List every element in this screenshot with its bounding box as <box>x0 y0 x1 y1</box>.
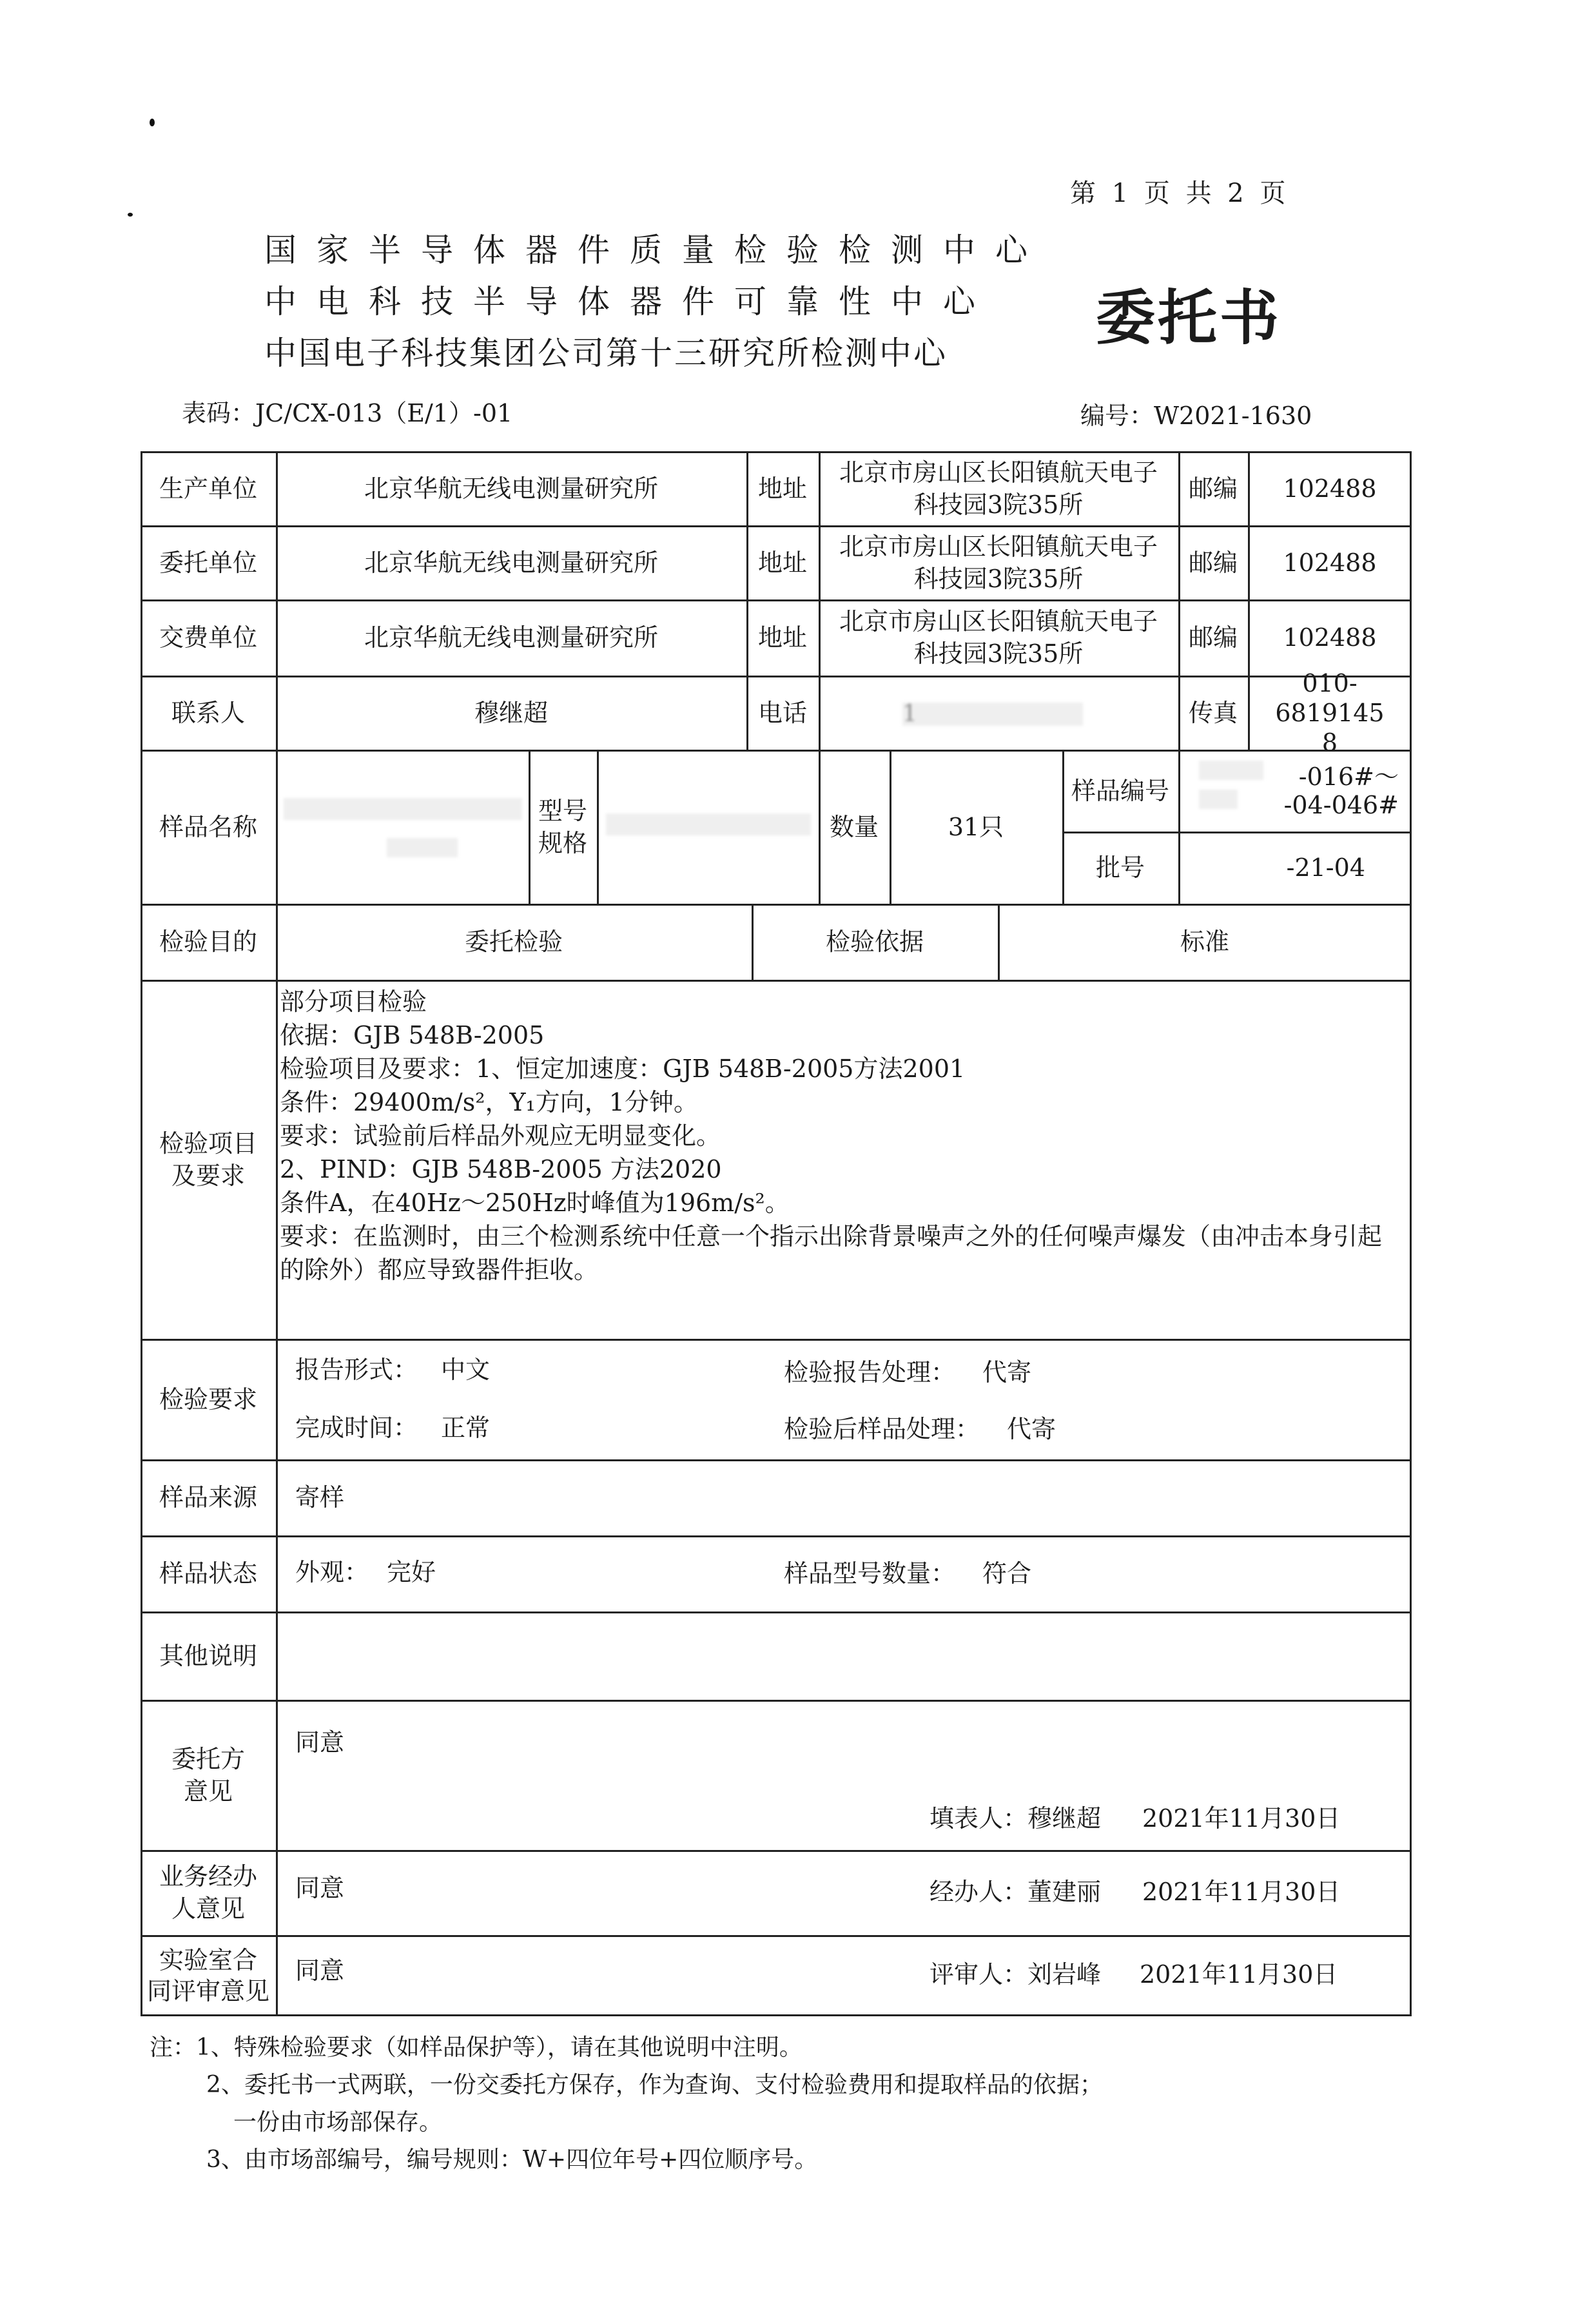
label-address: 地址 <box>757 474 807 503</box>
report-handle-value: 代寄 <box>982 1358 1032 1387</box>
appearance-value: 完好 <box>387 1558 436 1586</box>
label-other: 其他说明 <box>159 1641 257 1670</box>
inspection-items <box>280 985 1401 1287</box>
producer-address-line-1: 北京市房山区长阳镇航天电子 <box>839 458 1158 487</box>
form-code: 表码：JC/CX-013（E/1）-01 <box>182 399 513 427</box>
label-basis: 检验依据 <box>825 928 924 956</box>
label-address: 地址 <box>757 548 807 577</box>
sample-no-redacted <box>1199 790 1238 809</box>
label-review-opinion <box>141 1935 276 2016</box>
label-agent-opinion-line-2: 人意见 <box>171 1894 245 1923</box>
label-model-spec <box>529 750 597 904</box>
inspection-line: 要求：在监测时，由三个检测系统中任意一个指示出除背景噪声之外的任何噪声爆发（由冲击本身引起的除外）都应导致器件拒收。 <box>280 1222 1383 1284</box>
client-opinion-text: 同意 <box>295 1728 345 1757</box>
inspection-line: 条件：29400m/s²，Y₁方向，1分钟。 <box>280 1088 698 1116</box>
model-match-value: 符合 <box>982 1559 1032 1588</box>
client-opinion-signer: 填表人：穆继超 <box>929 1804 1102 1833</box>
note-line: 一份由市场部保存。 <box>233 2109 443 2136</box>
report-form-label: 报告形式： <box>295 1356 418 1384</box>
label-batch: 批号 <box>1095 853 1145 882</box>
batch-number: -21-04 <box>1286 853 1365 882</box>
label-quantity: 数量 <box>829 812 879 841</box>
label-agent-opinion <box>141 1850 276 1935</box>
label-fax: 传真 <box>1188 698 1238 727</box>
client-address-line-2: 科技园3院35所 <box>913 564 1084 593</box>
basis-value: 标准 <box>1180 928 1229 956</box>
contact-name: 穆继超 <box>474 698 548 727</box>
inspection-line: 依据：GJB 548B-2005 <box>280 1021 545 1049</box>
phone-redacted <box>902 703 1083 726</box>
label-items-line-1: 检验项目 <box>159 1129 257 1158</box>
label-address: 地址 <box>757 623 807 652</box>
label-postcode: 邮编 <box>1188 623 1238 652</box>
inspection-line: 部分项目检验 <box>280 988 427 1016</box>
payer-address-line-2: 科技园3院35所 <box>913 639 1084 668</box>
label-items-line-2: 及要求 <box>171 1161 245 1190</box>
org-line-1: 国家半导体器件质量检验检测中心 <box>264 231 1047 269</box>
org-line-2: 中电科技半导体器件可靠性中心 <box>264 283 995 320</box>
inspection-line: 检验项目及要求：1、恒定加速度：GJB 548B-2005方法2001 <box>280 1055 966 1083</box>
model-redacted <box>606 813 811 835</box>
label-client: 委托单位 <box>159 548 257 577</box>
payer-address-line-1: 北京市房山区长阳镇航天电子 <box>839 607 1158 636</box>
org-line-3: 中国电子科技集团公司第十三研究所检测中心 <box>264 335 948 372</box>
agent-opinion-text: 同意 <box>295 1874 345 1902</box>
label-postcode: 邮编 <box>1188 548 1238 577</box>
sample-handle-value: 代寄 <box>1007 1415 1056 1443</box>
sample-name-redacted <box>284 798 522 820</box>
label-client-opinion <box>141 1700 276 1850</box>
label-items <box>141 980 276 1339</box>
appearance-label: 外观： <box>295 1558 369 1586</box>
document-title: 委托书 <box>1096 283 1282 353</box>
sample-name-redacted <box>387 838 458 857</box>
label-producer: 生产单位 <box>159 474 257 503</box>
review-opinion-text: 同意 <box>295 1956 345 1985</box>
sample-handle-label: 检验后样品处理： <box>784 1415 980 1443</box>
label-client-opinion-line-1: 委托方 <box>171 1744 245 1773</box>
sample-number-line-1: -016#～ <box>1298 762 1399 791</box>
review-opinion-date: 2021年11月30日 <box>1140 1960 1338 1989</box>
inspection-line: 2、PIND：GJB 548B-2005 方法2020 <box>280 1155 722 1183</box>
fax-line-2: 8 <box>1321 728 1338 757</box>
label-status: 样品状态 <box>159 1559 257 1588</box>
page-info: 第 1 页 共 2 页 <box>1070 179 1290 208</box>
inspection-line: 条件A，在40Hz～250Hz时峰值为196m/s²。 <box>280 1189 790 1217</box>
payer-name: 北京华航无线电测量研究所 <box>364 623 658 652</box>
note-line: 2、委托书一式两联，一份交委托方保存，作为查询、支付检验费用和提取样品的依据； <box>206 2072 1103 2098</box>
label-sample-no: 样品编号 <box>1071 776 1169 805</box>
model-match-label: 样品型号数量： <box>784 1559 956 1588</box>
label-spec: 规格 <box>538 828 587 857</box>
fax-line-1: 010-6819145 <box>1275 668 1385 727</box>
phone-fragment: 1 <box>902 703 917 726</box>
label-contact: 联系人 <box>171 698 245 727</box>
label-client-opinion-line-2: 意见 <box>183 1776 233 1806</box>
label-postcode: 邮编 <box>1188 474 1238 503</box>
report-handle-label: 检验报告处理： <box>784 1358 956 1387</box>
label-phone: 电话 <box>757 698 807 727</box>
agent-opinion-signer: 经办人：董建丽 <box>929 1878 1102 1906</box>
payer-postcode: 102488 <box>1283 623 1377 652</box>
finish-time-label: 完成时间： <box>295 1414 418 1442</box>
label-review-opinion-line-1: 实验室合 <box>159 1946 257 1974</box>
note-line: 3、由市场部编号，编号规则：W+四位年号+四位顺序号。 <box>206 2146 818 2173</box>
client-address-line-1: 北京市房山区长阳镇航天电子 <box>839 532 1158 561</box>
purpose-value: 委托检验 <box>464 928 563 956</box>
producer-name: 北京华航无线电测量研究所 <box>364 474 658 503</box>
label-agent-opinion-line-1: 业务经办 <box>159 1862 257 1891</box>
label-sample-name: 样品名称 <box>159 812 257 841</box>
inspection-line: 要求：试验前后样品外观应无明显变化。 <box>280 1122 721 1150</box>
client-address <box>819 525 1178 599</box>
agent-opinion-date: 2021年11月30日 <box>1142 1878 1341 1906</box>
sample-quantity: 31只 <box>948 812 1004 841</box>
label-payer: 交费单位 <box>159 623 257 652</box>
client-postcode: 102488 <box>1283 548 1377 577</box>
finish-time-value: 正常 <box>441 1414 491 1442</box>
producer-address-line-2: 科技园3院35所 <box>913 490 1084 519</box>
label-requirements: 检验要求 <box>159 1385 257 1414</box>
client-name: 北京华航无线电测量研究所 <box>364 548 658 577</box>
report-form-value: 中文 <box>441 1356 491 1384</box>
footer-notes <box>150 2029 1103 2179</box>
client-opinion-date: 2021年11月30日 <box>1142 1804 1341 1833</box>
label-purpose: 检验目的 <box>159 928 257 956</box>
label-source: 样品来源 <box>159 1483 257 1512</box>
review-opinion-signer: 评审人：刘岩峰 <box>929 1960 1102 1989</box>
label-model: 型号 <box>538 796 587 825</box>
producer-address <box>819 451 1178 525</box>
scan-mark <box>150 119 155 126</box>
document-number: 编号：W2021-1630 <box>1080 402 1312 430</box>
fax-number <box>1248 668 1412 757</box>
payer-address <box>819 599 1178 676</box>
sample-number-line-2: -04-046# <box>1283 790 1399 819</box>
note-line: 注：1、特殊检验要求（如样品保护等），请在其他说明中注明。 <box>150 2034 803 2061</box>
sample-no-redacted <box>1199 761 1263 780</box>
producer-postcode: 102488 <box>1283 474 1377 503</box>
label-review-opinion-line-2: 同评审意见 <box>146 1977 269 2005</box>
scan-mark <box>128 213 133 217</box>
source-value: 寄样 <box>295 1483 345 1512</box>
